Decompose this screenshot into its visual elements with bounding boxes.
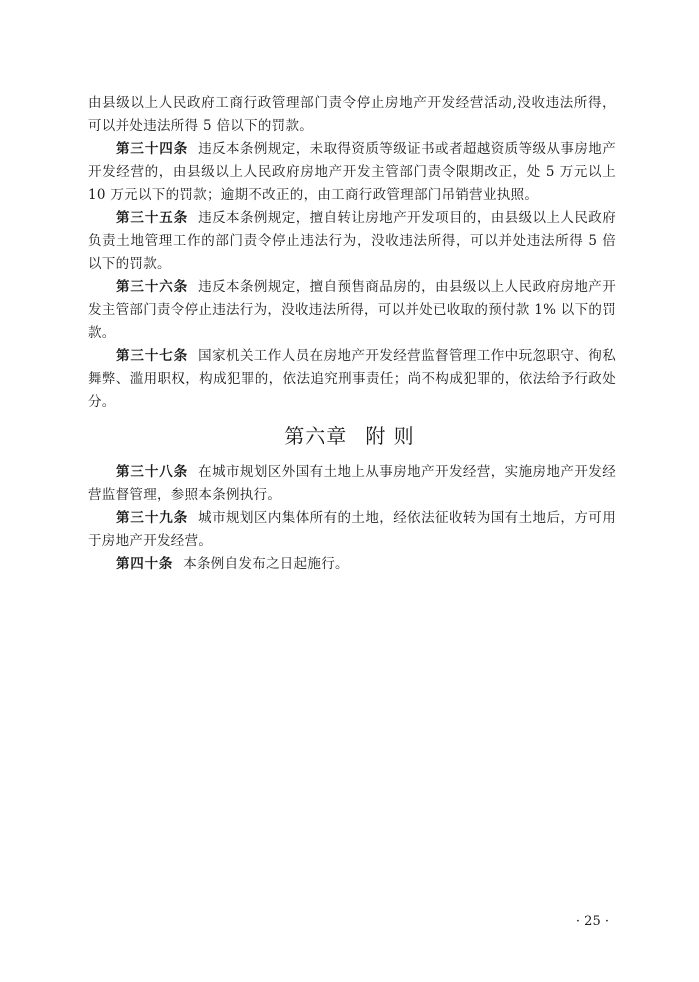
article-40-text: 本条例自发布之日起施行。 (183, 556, 349, 572)
article-40-label: 第四十条 (116, 556, 174, 572)
article-36-label: 第三十六条 (116, 279, 189, 295)
article-36 (88, 276, 616, 345)
article-34-text: 违反本条例规定，未取得资质等级证书或者超越资质等级从事房地产开发经营的，由县级以上人民政府房地产开发主管部门责令限期改正，处 5 万元以上 10 万元以下的罚款；逾期不改正的，由工商行政管理部门吊销营业执照。 (88, 141, 617, 203)
article-38-label: 第三十八条 (116, 464, 189, 480)
chapter-heading (0, 420, 699, 449)
article-34 (88, 138, 616, 207)
article-section-bottom (88, 461, 616, 576)
article-40 (88, 553, 616, 576)
article-36-text: 违反本条例规定，擅自预售商品房的，由县级以上人民政府房地产开发主管部门责令停止违法行为，没收违法所得，可以并处已收取的预付款 1% 以下的罚款。 (88, 279, 617, 341)
article-section-top (88, 92, 616, 414)
article-39-text: 城市规划区内集体所有的土地，经依法征收转为国有土地后，方可用于房地产开发经营。 (88, 510, 617, 549)
article-37-text: 国家机关工作人员在房地产开发经营监督管理工作中玩忽职守、徇私舞弊、滥用职权，构成犯罪的，依法追究刑事责任；尚不构成犯罪的，依法给予行政处分。 (88, 348, 617, 410)
article-35-text: 违反本条例规定，擅自转让房地产开发项目的，由县级以上人民政府负责土地管理工作的部门责令停止违法行为，没收违法所得，可以并处违法所得 5 倍以下的罚款。 (88, 210, 617, 272)
chapter-number: 第六章 (284, 424, 348, 448)
article-37-label: 第三十七条 (116, 348, 189, 364)
article-39-label: 第三十九条 (116, 510, 189, 526)
article-35-label: 第三十五条 (116, 210, 189, 226)
article-37 (88, 345, 616, 414)
continuation-paragraph: 由县级以上人民政府工商行政管理部门责令停止房地产开发经营活动,没收违法所得，可以并处违法所得 5 倍以下的罚款。 (88, 95, 616, 134)
page-number: · 25 · (575, 914, 609, 929)
article-38-text: 在城市规划区外国有土地上从事房地产开发经营，实施房地产开发经营监督管理，参照本条例执行。 (88, 464, 617, 503)
article-39 (88, 507, 616, 553)
chapter-title: 附 则 (365, 424, 415, 448)
article-34-label: 第三十四条 (116, 141, 189, 157)
article-35 (88, 207, 616, 276)
article-38 (88, 461, 616, 507)
